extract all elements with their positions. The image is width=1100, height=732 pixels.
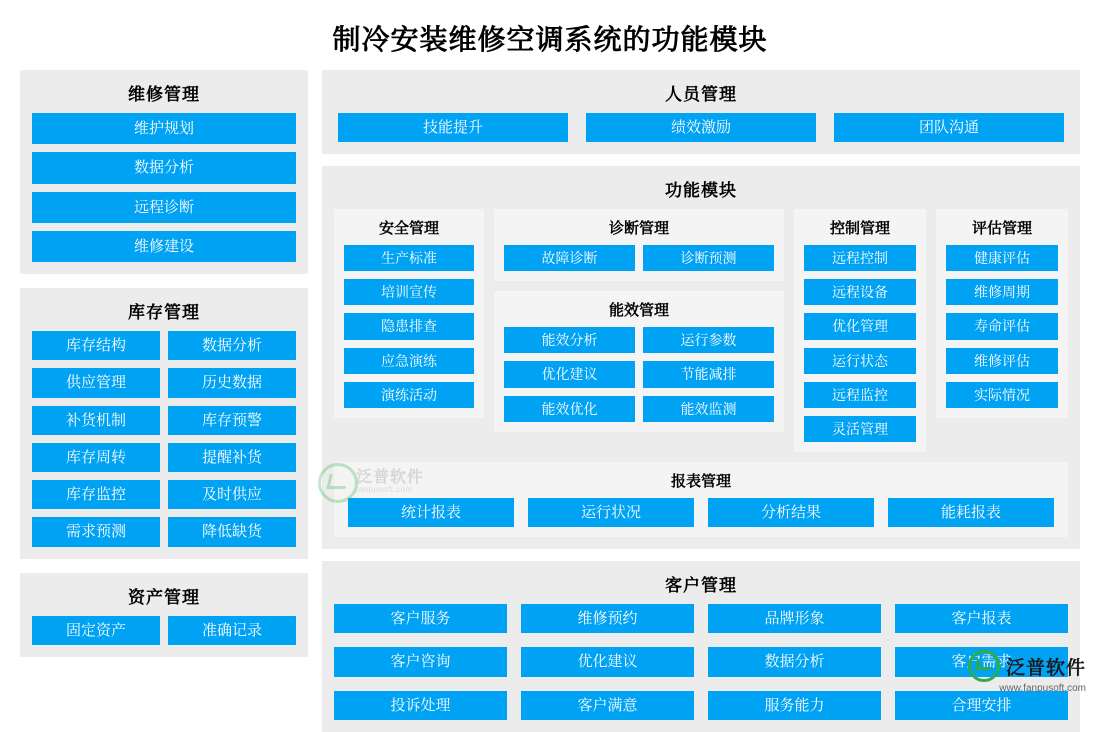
- watermark-left-text: 泛普软件: [356, 469, 425, 486]
- efficiency-items: [504, 327, 774, 421]
- subpanel-title-evaluation: 评估管理: [971, 220, 1032, 238]
- page-title: 制冷安装维修空调系统的功能模块: [332, 24, 768, 55]
- chip-evaluation-0[interactable]: 健康评估: [946, 245, 1058, 271]
- report-items: [344, 498, 1058, 527]
- chip-customer-2[interactable]: 品牌形象: [708, 604, 881, 633]
- chip-customer-3[interactable]: 客户报表: [895, 604, 1068, 633]
- chip-customer-7[interactable]: 客户需求: [895, 647, 1068, 676]
- chip-inventory-4[interactable]: 补货机制: [32, 406, 160, 435]
- panel-personnel-management: [322, 70, 1080, 154]
- chip-control-2[interactable]: 优化管理: [804, 313, 916, 339]
- diagram-layout: [0, 70, 1100, 732]
- chip-inventory-0[interactable]: 库存结构: [32, 331, 160, 360]
- subpanel-title-diagnosis: 诊断管理: [608, 220, 669, 238]
- subpanel-evaluation-management: [936, 209, 1068, 417]
- subpanel-diagnosis-management: [494, 209, 784, 281]
- chip-customer-6[interactable]: 数据分析: [708, 647, 881, 676]
- chip-maintenance-1[interactable]: 数据分析: [32, 152, 296, 183]
- chip-inventory-6[interactable]: 库存周转: [32, 443, 160, 472]
- subpanel-title-safety: 安全管理: [378, 220, 439, 238]
- chip-evaluation-2[interactable]: 寿命评估: [946, 313, 1058, 339]
- watermark-left-sub: fanpusoft.com: [356, 485, 413, 494]
- chip-diagnosis-0[interactable]: 故障诊断: [504, 245, 635, 271]
- chip-efficiency-0[interactable]: 能效分析: [504, 327, 635, 353]
- diagnosis-items: [504, 245, 774, 271]
- customer-items: [334, 604, 1068, 720]
- panel-title-maintenance: 维修管理: [128, 85, 200, 104]
- chip-efficiency-2[interactable]: 优化建议: [504, 361, 635, 387]
- evaluation-items: [946, 245, 1058, 407]
- safety-items: [344, 245, 474, 407]
- chip-inventory-7[interactable]: 提醒补货: [168, 443, 296, 472]
- subpanel-title-control: 控制管理: [829, 220, 890, 238]
- chip-efficiency-3[interactable]: 节能减排: [643, 361, 774, 387]
- chip-customer-5[interactable]: 优化建议: [521, 647, 694, 676]
- panel-customer-management: [322, 561, 1080, 732]
- subpanel-efficiency-management: [494, 291, 784, 431]
- chip-control-3[interactable]: 运行状态: [804, 348, 916, 374]
- subpanel-report-management: [334, 462, 1068, 537]
- chip-control-4[interactable]: 远程监控: [804, 382, 916, 408]
- chip-asset-1[interactable]: 准确记录: [168, 616, 296, 645]
- inventory-items: [32, 331, 296, 547]
- chip-safety-4[interactable]: 演练活动: [344, 382, 474, 408]
- chip-asset-0[interactable]: 固定资产: [32, 616, 160, 645]
- chip-customer-11[interactable]: 合理安排: [895, 691, 1068, 720]
- right-column: [322, 70, 1080, 732]
- asset-items: [32, 616, 296, 645]
- chip-safety-3[interactable]: 应急演练: [344, 348, 474, 374]
- control-items: [804, 245, 916, 442]
- panel-title-asset: 资产管理: [128, 587, 200, 607]
- panel-asset-management: [20, 573, 308, 657]
- panel-title-inventory: 库存管理: [128, 303, 200, 322]
- chip-customer-9[interactable]: 客户满意: [521, 691, 694, 720]
- chip-inventory-9[interactable]: 及时供应: [168, 480, 296, 509]
- chip-report-2[interactable]: 分析结果: [708, 498, 874, 527]
- panel-title-customer: 客户管理: [665, 576, 737, 596]
- subpanel-title-efficiency: 能效管理: [608, 302, 669, 320]
- function-modules-columns: [334, 209, 1068, 452]
- brand-name: 泛普软件: [1005, 657, 1086, 679]
- chip-safety-0[interactable]: 生产标准: [344, 245, 474, 271]
- personnel-items: [334, 113, 1068, 142]
- subpanel-control-management: [794, 209, 926, 452]
- subpanel-safety-management: [334, 209, 484, 417]
- chip-inventory-1[interactable]: 数据分析: [168, 331, 296, 360]
- panel-title-personnel: 人员管理: [665, 85, 737, 104]
- chip-customer-1[interactable]: 维修预约: [521, 604, 694, 633]
- chip-report-0[interactable]: 统计报表: [348, 498, 514, 527]
- chip-personnel-0[interactable]: 技能提升: [338, 113, 568, 142]
- chip-maintenance-3[interactable]: 维修建设: [32, 231, 296, 262]
- panel-function-modules: [322, 166, 1080, 549]
- chip-control-0[interactable]: 远程控制: [804, 245, 916, 271]
- chip-maintenance-2[interactable]: 远程诊断: [32, 192, 296, 223]
- chip-efficiency-4[interactable]: 能效优化: [504, 396, 635, 422]
- brand-url: www.fanpusoft.com: [999, 683, 1086, 694]
- chip-efficiency-1[interactable]: 运行参数: [643, 327, 774, 353]
- chip-evaluation-1[interactable]: 维修周期: [946, 279, 1058, 305]
- chip-customer-0[interactable]: 客户服务: [334, 604, 507, 633]
- chip-report-1[interactable]: 运行状况: [528, 498, 694, 527]
- chip-inventory-10[interactable]: 需求预测: [32, 517, 160, 546]
- chip-efficiency-5[interactable]: 能效监测: [643, 396, 774, 422]
- chip-inventory-2[interactable]: 供应管理: [32, 368, 160, 397]
- chip-evaluation-3[interactable]: 维修评估: [946, 348, 1058, 374]
- panel-maintenance-management: [20, 70, 308, 274]
- chip-control-5[interactable]: 灵活管理: [804, 416, 916, 442]
- chip-report-3[interactable]: 能耗报表: [888, 498, 1054, 527]
- panel-inventory-management: [20, 288, 308, 559]
- chip-customer-4[interactable]: 客户咨询: [334, 647, 507, 676]
- chip-diagnosis-1[interactable]: 诊断预测: [643, 245, 774, 271]
- chip-safety-2[interactable]: 隐患排查: [344, 313, 474, 339]
- chip-inventory-5[interactable]: 库存预警: [168, 406, 296, 435]
- left-column: [20, 70, 308, 732]
- chip-maintenance-0[interactable]: 维护规划: [32, 113, 296, 144]
- chip-inventory-3[interactable]: 历史数据: [168, 368, 296, 397]
- chip-customer-10[interactable]: 服务能力: [708, 691, 881, 720]
- maintenance-items: [32, 113, 296, 262]
- subpanel-title-report: 报表管理: [670, 472, 731, 490]
- chip-evaluation-4[interactable]: 实际情况: [946, 382, 1058, 408]
- chip-personnel-1[interactable]: 绩效激励: [586, 113, 816, 142]
- chip-inventory-8[interactable]: 库存监控: [32, 480, 160, 509]
- chip-personnel-2[interactable]: 团队沟通: [834, 113, 1064, 142]
- chip-control-1[interactable]: 远程设备: [804, 279, 916, 305]
- chip-safety-1[interactable]: 培训宣传: [344, 279, 474, 305]
- chip-customer-8[interactable]: 投诉处理: [334, 691, 507, 720]
- panel-title-function-modules: 功能模块: [665, 181, 737, 201]
- chip-inventory-11[interactable]: 降低缺货: [168, 517, 296, 546]
- diagnosis-efficiency-column: [494, 209, 784, 431]
